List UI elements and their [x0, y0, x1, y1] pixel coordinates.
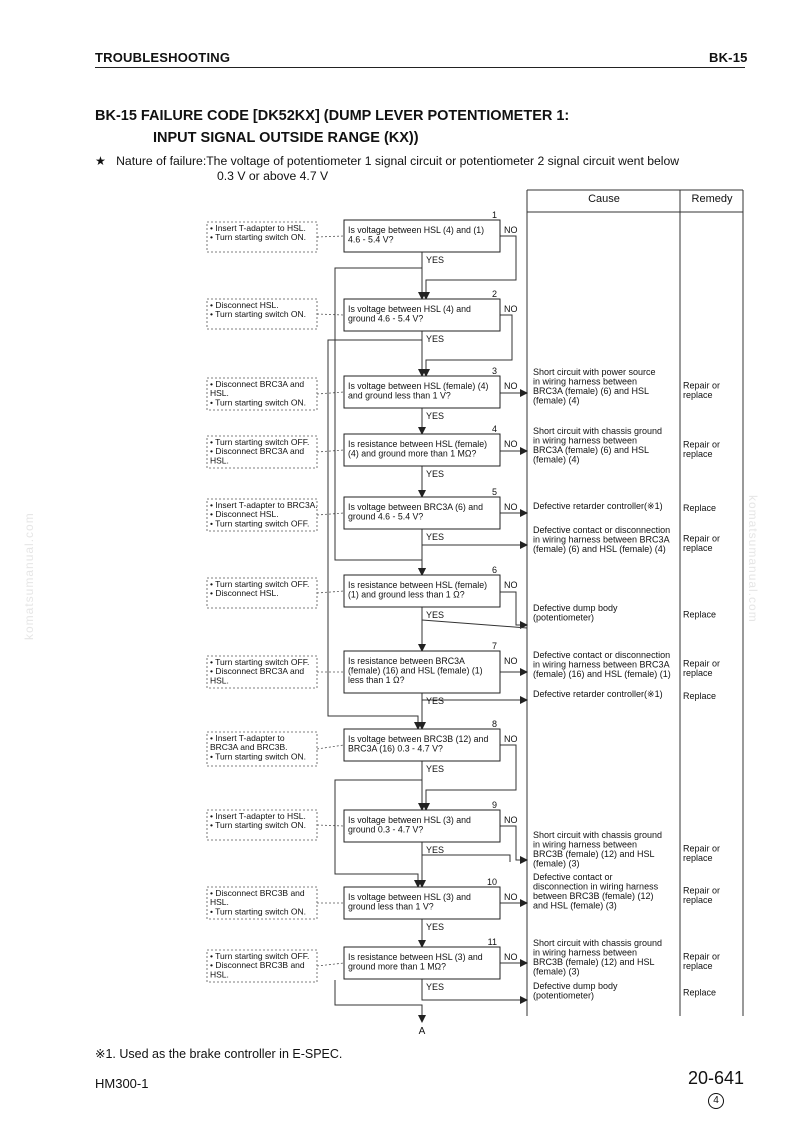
- question-text: Is voltage between HSL (3) and: [348, 815, 471, 825]
- remedy-text: Repair or: [683, 951, 721, 962]
- cause-text: Defective contact or disconnection: [533, 650, 671, 660]
- cause-text: Defective dump body: [533, 603, 618, 613]
- remedy-text: Repair or: [683, 843, 721, 854]
- cause-text: Short circuit with chassis ground: [533, 426, 663, 436]
- cause-text: Defective contact or disconnection: [533, 525, 671, 535]
- cause-text: in wiring harness between BRC3A: [533, 659, 670, 670]
- watermark-right: komatsumanual.com: [746, 495, 760, 623]
- cause-text: BRC3A (female) (6) and HSL: [533, 386, 650, 396]
- remedy-text: Repair or: [683, 533, 721, 544]
- precondition-text: • Disconnect HSL.: [210, 509, 279, 520]
- cause-text: BRC3A (female) (6) and HSL: [533, 445, 650, 455]
- yes-arrow: [422, 620, 527, 628]
- precondition-connector: [317, 450, 344, 452]
- question-text: ground more than 1 MΩ?: [348, 961, 447, 972]
- precondition-text: • Disconnect BRC3B and: [210, 960, 305, 971]
- question-text: (female) (16) and HSL (female) (1): [348, 665, 483, 676]
- question-number: 8: [491, 719, 497, 729]
- precondition-text: • Turn starting switch ON.: [210, 820, 307, 831]
- no-label: NO: [504, 656, 518, 666]
- nature-label: Nature of failure:: [116, 154, 207, 168]
- cause-text: BRC3B (female) (12) and HSL: [533, 849, 655, 859]
- cause-text: Short circuit with chassis ground: [533, 938, 663, 948]
- question-text: less than 1 Ω?: [348, 675, 405, 685]
- no-label: NO: [504, 439, 518, 449]
- yes-label: YES: [426, 334, 445, 344]
- cause-text: between BRC3B (female) (12): [533, 891, 654, 901]
- precondition-text: • Turn starting switch ON.: [210, 309, 307, 320]
- precondition-text: HSL.: [210, 455, 229, 466]
- remedy-text: Replace: [683, 503, 717, 513]
- precondition-text: • Turn starting switch OFF.: [210, 518, 310, 529]
- no-label: NO: [504, 381, 518, 391]
- question-text: ground 0.3 - 4.7 V?: [348, 824, 424, 835]
- cause-text: in wiring harness between BRC3A: [533, 534, 670, 545]
- precondition-connector: [317, 314, 344, 315]
- precondition-connector: [317, 825, 344, 826]
- remedy-text: replace: [683, 668, 713, 679]
- cause-text: disconnection in wiring harness: [533, 881, 659, 892]
- question-number: 10: [486, 877, 497, 887]
- question-text: (4) and ground more than 1 MΩ?: [348, 448, 477, 459]
- no-label: NO: [504, 734, 518, 744]
- remedy-text: replace: [683, 852, 713, 863]
- no-label: NO: [504, 815, 518, 825]
- no-arrow: [500, 592, 527, 625]
- question-text: 4.6 - 5.4 V?: [348, 234, 394, 245]
- precondition-text: HSL.: [210, 675, 229, 686]
- connector-label: A: [418, 1026, 426, 1037]
- yes-label: YES: [426, 411, 445, 421]
- remedy-text: replace: [683, 543, 713, 554]
- question-text: Is voltage between HSL (4) and (1): [348, 225, 485, 235]
- cause-text: (female) (3): [533, 858, 580, 869]
- precondition-text: • Disconnect BRC3A and: [210, 379, 305, 389]
- question-text: Is voltage between BRC3B (12) and: [348, 734, 489, 744]
- precondition-connector: [317, 392, 344, 394]
- remedy-text: Repair or: [683, 380, 721, 391]
- column-header-remedy: Remedy: [691, 193, 733, 205]
- precondition-text: • Disconnect HSL.: [210, 588, 279, 599]
- cause-text: Defective dump body: [533, 981, 618, 991]
- revision-number: 4: [708, 1093, 724, 1109]
- column-header-cause: Cause: [588, 193, 620, 205]
- precondition-text: • Insert T-adapter to HSL.: [210, 223, 306, 233]
- header-section-title: TROUBLESHOOTING: [95, 50, 231, 65]
- precondition-text: • Turn starting switch ON.: [210, 906, 307, 917]
- yes-arrow: [422, 545, 527, 550]
- precondition-text: • Disconnect BRC3A and: [210, 666, 305, 677]
- question-number: 7: [491, 641, 497, 651]
- cause-text: (female) (16) and HSL (female) (1): [533, 669, 671, 679]
- cause-text: (female) (4): [533, 454, 580, 465]
- precondition-text: • Turn starting switch OFF.: [210, 657, 310, 667]
- no-label: NO: [504, 952, 518, 962]
- cause-text: in wiring harness between: [533, 947, 638, 958]
- question-text: Is resistance between BRC3A: [348, 656, 465, 666]
- precondition-text: HSL.: [210, 388, 229, 399]
- cause-text: Defective retarder controller(※1): [533, 689, 663, 699]
- no-label: NO: [504, 580, 518, 590]
- precondition-text: • Disconnect BRC3A and: [210, 446, 305, 457]
- yes-label: YES: [426, 696, 445, 706]
- cause-text: in wiring harness between: [533, 839, 638, 850]
- page-title-line2: INPUT SIGNAL OUTSIDE RANGE (KX)): [153, 130, 419, 146]
- no-label: NO: [504, 304, 518, 314]
- remedy-text: Repair or: [683, 658, 721, 669]
- cause-text: and HSL (female) (3): [533, 900, 617, 911]
- flow-line: [335, 980, 422, 1022]
- cause-text: Short circuit with chassis ground: [533, 830, 663, 840]
- question-number: 9: [491, 800, 497, 810]
- cause-text: Short circuit with power source: [533, 367, 656, 377]
- precondition-text: • Turn starting switch OFF.: [210, 579, 310, 589]
- nature-text-line2: 0.3 V or above 4.7 V: [217, 169, 329, 183]
- question-text: Is resistance between HSL (3) and: [348, 952, 483, 962]
- yes-arrow: [422, 855, 510, 862]
- precondition-text: • Turn starting switch OFF.: [210, 951, 310, 961]
- no-label: NO: [504, 502, 518, 512]
- precondition-text: • Turn starting switch ON.: [210, 751, 307, 762]
- cause-text: Defective contact or: [533, 872, 613, 882]
- question-number: 5: [491, 487, 497, 497]
- precondition-connector: [317, 513, 344, 515]
- remedy-text: replace: [683, 960, 713, 971]
- remedy-text: Repair or: [683, 885, 721, 896]
- remedy-text: Replace: [683, 987, 717, 998]
- question-number: 11: [487, 937, 497, 947]
- precondition-text: HSL.: [210, 897, 229, 908]
- question-text: ground less than 1 V?: [348, 901, 434, 912]
- remedy-text: Replace: [683, 691, 717, 701]
- star-icon: ★: [95, 154, 106, 168]
- precondition-text: • Insert T-adapter to: [210, 733, 285, 743]
- precondition-connector: [317, 591, 344, 593]
- remedy-text: replace: [683, 389, 713, 400]
- page-number: 20-641: [688, 1068, 745, 1088]
- precondition-text: • Insert T-adapter to BRC3A.: [210, 500, 318, 510]
- yes-label: YES: [426, 610, 445, 620]
- footnote: ※1. Used as the brake controller in E-SPEC.: [95, 1047, 343, 1061]
- precondition-connector: [317, 236, 344, 237]
- watermark-left: komatsumanual.com: [22, 512, 36, 640]
- no-label: NO: [504, 892, 518, 902]
- question-text: BRC3A (16) 0.3 - 4.7 V?: [348, 743, 443, 754]
- precondition-text: • Disconnect HSL.: [210, 300, 279, 310]
- yes-label: YES: [426, 532, 445, 542]
- question-text: Is voltage between HSL (3) and: [348, 892, 471, 902]
- no-label: NO: [504, 225, 518, 235]
- precondition-text: • Disconnect BRC3B and: [210, 888, 305, 898]
- question-number: 1: [491, 210, 497, 220]
- question-text: Is voltage between HSL (4) and: [348, 304, 471, 314]
- question-text: Is resistance between HSL (female): [348, 580, 488, 590]
- cause-text: BRC3B (female) (12) and HSL: [533, 957, 655, 967]
- question-text: Is voltage between HSL (female) (4): [348, 381, 489, 391]
- yes-label: YES: [426, 255, 445, 265]
- question-text: and ground less than 1 V?: [348, 390, 451, 401]
- remedy-text: Replace: [683, 609, 717, 620]
- page-title: BK-15 FAILURE CODE [DK52KX] (DUMP LEVER POTENTIOMETER 1:: [95, 108, 570, 124]
- cause-text: (potentiometer): [533, 612, 595, 623]
- precondition-connector: [317, 963, 344, 966]
- precondition-connector: [317, 745, 344, 749]
- question-text: (1) and ground less than 1 Ω?: [348, 589, 465, 600]
- cause-text: Defective retarder controller(※1): [533, 501, 663, 511]
- question-text: Is voltage between BRC3A (6) and: [348, 502, 483, 512]
- yes-label: YES: [426, 764, 445, 774]
- precondition-text: • Turn starting switch ON.: [210, 232, 307, 243]
- question-text: Is resistance between HSL (female): [348, 439, 488, 449]
- question-number: 4: [491, 424, 497, 434]
- yes-label: YES: [426, 922, 445, 932]
- cause-text: in wiring harness between: [533, 435, 638, 446]
- remedy-text: replace: [683, 894, 713, 905]
- remedy-text: replace: [683, 448, 713, 459]
- precondition-text: HSL.: [210, 969, 229, 980]
- yes-label: YES: [426, 982, 445, 992]
- cause-text: (female) (4): [533, 395, 580, 406]
- precondition-text: BRC3A and BRC3B.: [210, 742, 288, 753]
- yes-label: YES: [426, 845, 445, 855]
- question-number: 3: [491, 366, 497, 376]
- cause-text: (female) (6) and HSL (female) (4): [533, 544, 666, 554]
- header-page-code: BK-15: [709, 50, 748, 65]
- yes-label: YES: [426, 469, 445, 479]
- nature-text-line1: The voltage of potentiometer 1 signal circuit or potentiometer 2 signal circuit went below: [206, 154, 680, 168]
- cause-text: (female) (3): [533, 966, 580, 977]
- precondition-text: • Insert T-adapter to HSL.: [210, 811, 306, 821]
- precondition-text: • Turn starting switch OFF.: [210, 437, 310, 447]
- precondition-text: • Turn starting switch ON.: [210, 397, 307, 408]
- question-text: ground 4.6 - 5.4 V?: [348, 511, 424, 522]
- question-number: 6: [491, 565, 497, 575]
- remedy-text: Repair or: [683, 439, 721, 450]
- cause-text: (potentiometer): [533, 990, 595, 1001]
- cause-text: in wiring harness between: [533, 376, 638, 387]
- question-text: ground 4.6 - 5.4 V?: [348, 313, 424, 324]
- question-number: 2: [491, 289, 497, 299]
- model-number: HM300-1: [95, 1076, 149, 1091]
